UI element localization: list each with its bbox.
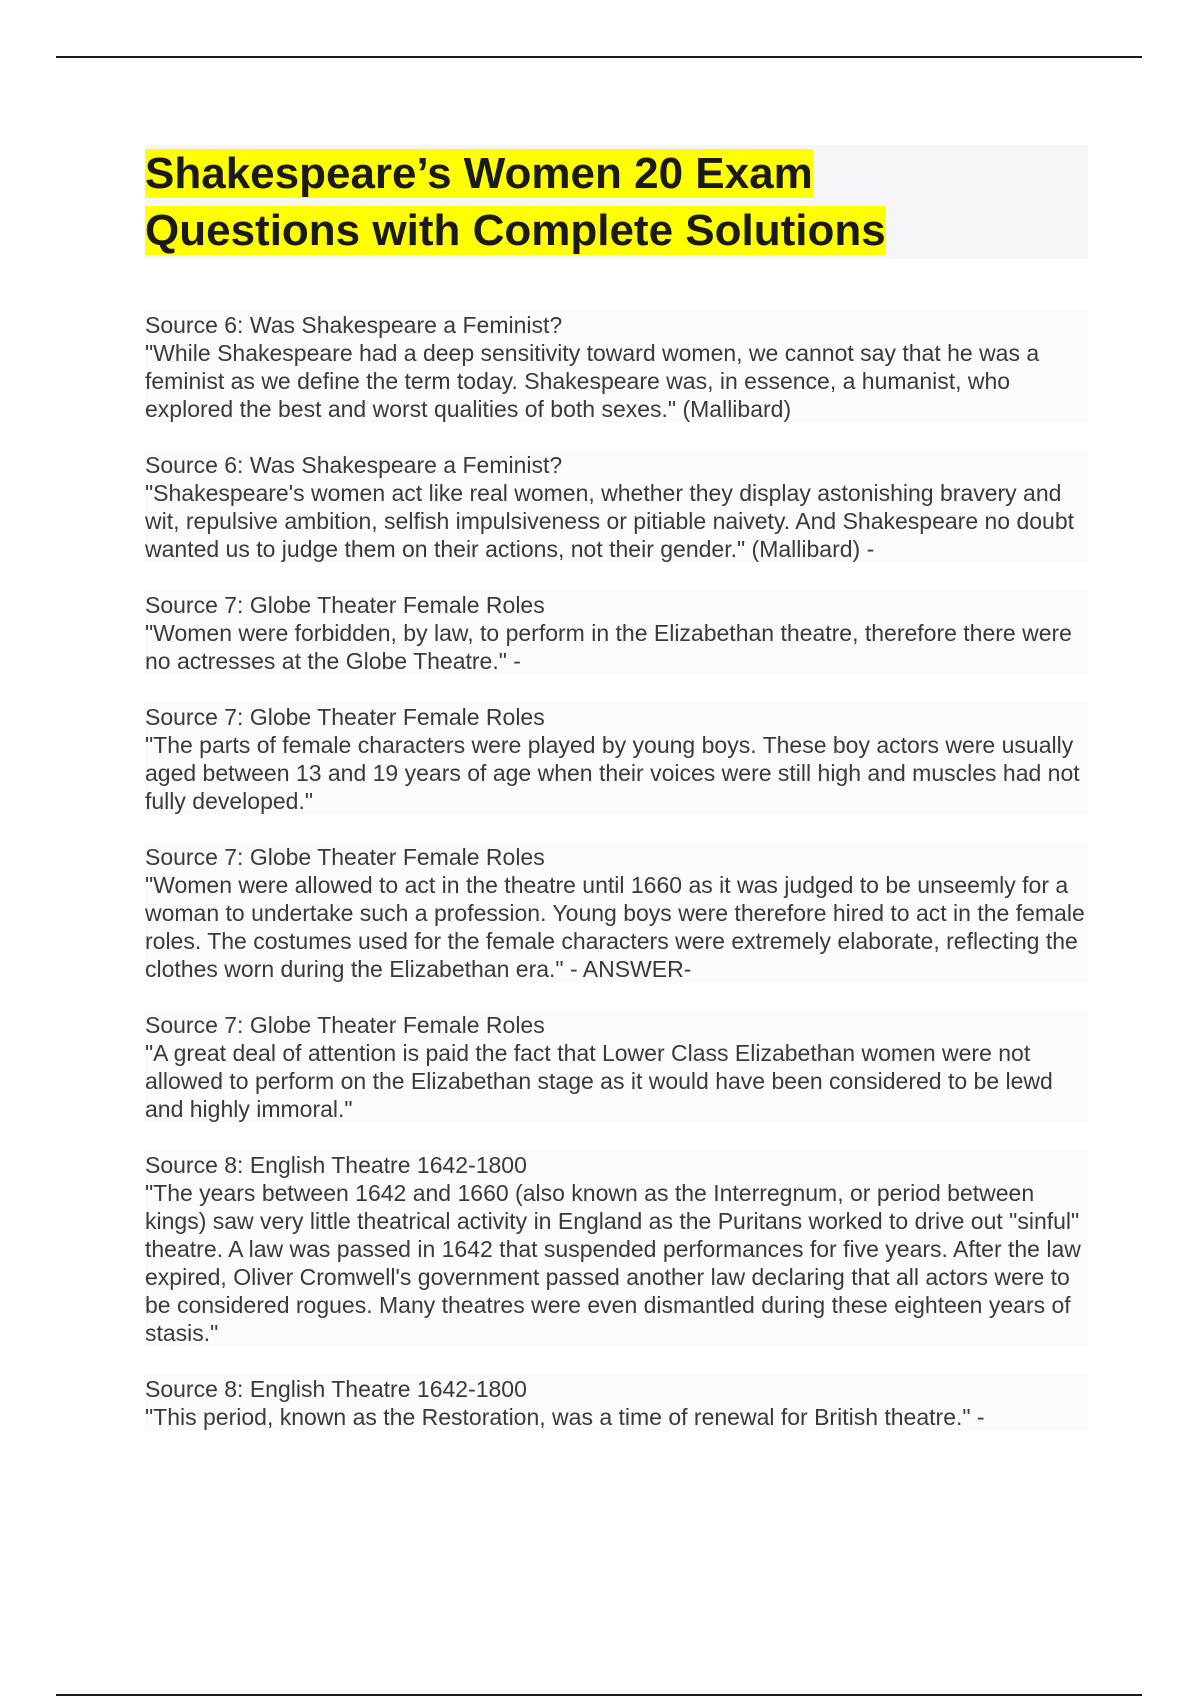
document-title [145, 145, 1088, 259]
entry-text: "Shakespeare's women act like real women, whether they display astonishing bravery and wit, repulsive ambition, selfish impulsiveness or pitiable naivety. And Shakespeare no doubt wanted us to judge them on their actions, not their gender." (Mallibard) - [145, 480, 1075, 562]
entry-6 [145, 1011, 1088, 1123]
entry-text: "The parts of female characters were played by young boys. These boy actors were usually aged between 13 and 19 years of age when their voices were still high and muscles had not fully developed." [145, 732, 1080, 814]
entry-text: "A great deal of attention is paid the fact that Lower Class Elizabethan women were not allowed to perform on the Elizabethan stage as it would have been considered to be lewd and highly immoral." [145, 1040, 1053, 1122]
entry-2 [145, 451, 1088, 563]
entry-label: Source 8: English Theatre 1642-1800 [145, 1152, 527, 1178]
title-block [145, 145, 1088, 259]
entry-1 [145, 311, 1088, 423]
entry-8 [145, 1375, 1088, 1431]
entry-text: "This period, known as the Restoration, was a time of renewal for British theatre." - [145, 1404, 985, 1430]
entry-text: "Women were forbidden, by law, to perform in the Elizabethan theatre, therefore there were no actresses at the Globe Theatre." - [145, 620, 1072, 674]
title-line-1: Shakespeare’s Women 20 Exam [145, 149, 813, 198]
entry-7 [145, 1151, 1088, 1347]
title-line-2: Questions with Complete Solutions [145, 206, 886, 255]
entry-label: Source 7: Globe Theater Female Roles [145, 592, 545, 618]
entry-3 [145, 591, 1088, 675]
entry-text: "Women were allowed to act in the theatre until 1660 as it was judged to be unseemly for a woman to undertake such a profession. Young boys were therefore hired to act in the female roles. The costumes used for the female characters were extremely elaborate, reflecting the clothes worn during the Elizabethan era." - ANSWER- [145, 872, 1085, 982]
entry-label: Source 7: Globe Theater Female Roles [145, 1012, 545, 1038]
entry-label: Source 8: English Theatre 1642-1800 [145, 1376, 527, 1402]
entry-text: "The years between 1642 and 1660 (also known as the Interregnum, or period between kings) saw very little theatrical activity in England as the Puritans worked to drive out "sinful" theatre. A law was passed in 1642 that suspended performances for five years. After the law expired, Oliver Cromwell's government passed another law declaring that all actors were to be considered rogues. Many theatres were even dismantled during these eighteen years of stasis." [145, 1180, 1081, 1346]
top-rule [56, 56, 1142, 58]
bottom-rule [56, 1694, 1142, 1696]
entry-text: "While Shakespeare had a deep sensitivity toward women, we cannot say that he was a feminist as we define the term today. Shakespeare was, in essence, a humanist, who explored the best and worst qualities of both sexes." (Mallibard) [145, 340, 1040, 422]
entry-4 [145, 703, 1088, 815]
document-body [145, 145, 1088, 1459]
entry-label: Source 7: Globe Theater Female Roles [145, 704, 545, 730]
entry-label: Source 6: Was Shakespeare a Feminist? [145, 452, 563, 478]
entry-label: Source 6: Was Shakespeare a Feminist? [145, 312, 563, 338]
entry-5 [145, 843, 1088, 983]
entry-label: Source 7: Globe Theater Female Roles [145, 844, 545, 870]
